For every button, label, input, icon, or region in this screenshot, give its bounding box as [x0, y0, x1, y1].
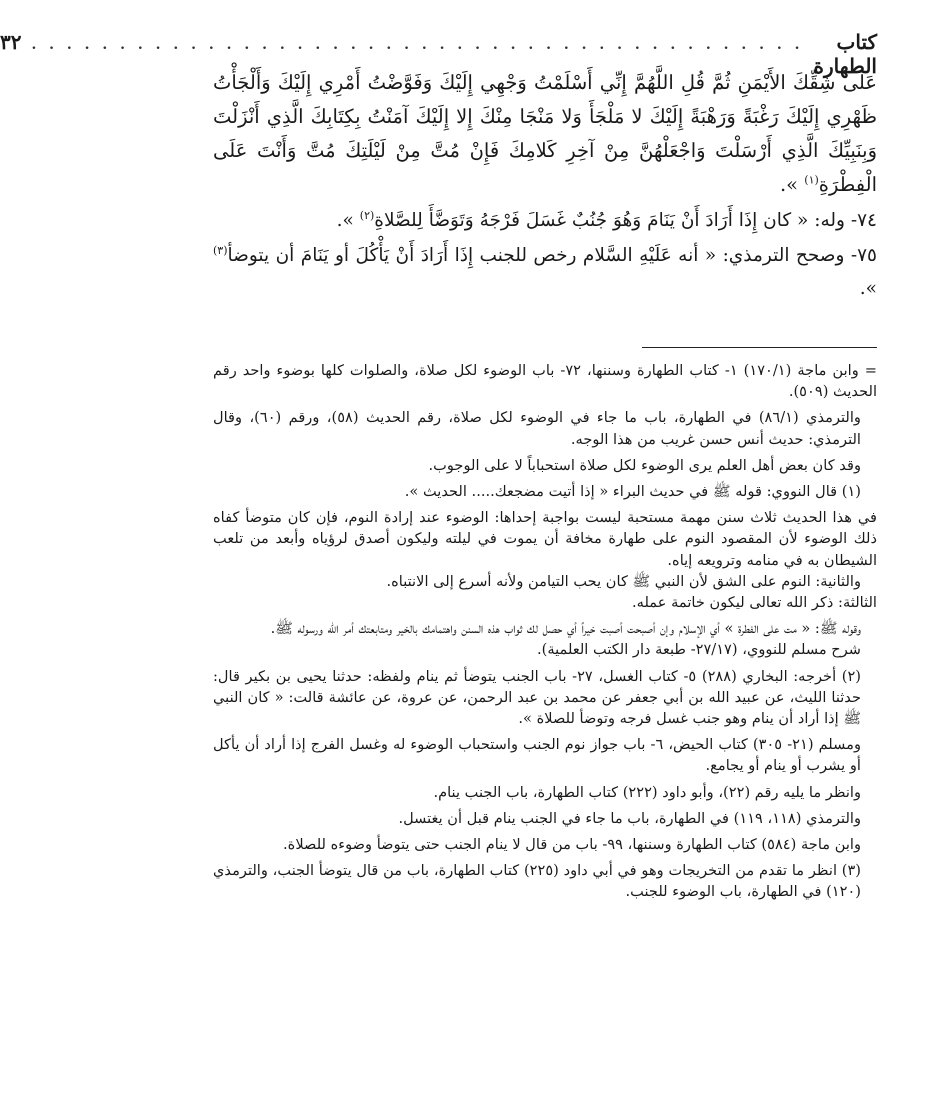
- footnote-source: شرح مسلم للنووي، (٢٧/١٧- طبعة دار الكتب العلمية).: [536, 641, 861, 659]
- main-text: [213, 66, 877, 305]
- footnotes: [213, 360, 877, 903]
- footnote-paragraph: = وابن ماجة (١٧٠/١) ١- كتاب الطهارة وسننها، ٧٢- باب الوضوء لكل صلاة، والصلوات كلها بوضوء واحد رقم الحديث (٥٠٩).: [213, 362, 877, 401]
- footnote-ref-3[interactable]: (٣): [213, 243, 228, 257]
- page-number: ٣٢: [0, 30, 22, 54]
- footnote-paragraph: وانظر ما يليه رقم (٢٢)، وأبو داود (٢٢٢) كتاب الطهارة، باب الجنب ينام.: [433, 783, 861, 801]
- footnote-paragraph: وقد كان بعض أهل العلم يرى الوضوء لكل صلاة استحباباً لا على الوجوب.: [428, 456, 861, 474]
- running-title: كتاب الطهارة: [813, 30, 877, 78]
- footnote-paragraph: والثانية: النوم على الشق لأن النبي ﷺ كان يحب التيامن ولأنه أسرع إلى الانتباه.: [386, 572, 861, 590]
- hadith-text: وله: « كان إِذَا أَرَادَ أَنْ يَنَامَ وَهُوَ جُنُبٌ غَسَلَ فَرْجَهُ وَتَوَضَّأَ لِلصَّلاةِ: [374, 210, 845, 231]
- footnote-3: (٣) انظر ما تقدم من التخريجات وهو في أبي داود (٢٢٥) كتاب الطهارة، باب من قال يتوضأ الجنب، والترمذي (١٢٠) في الطهارة، باب الوضوء للجنب.: [213, 862, 861, 901]
- footnote-ref-1[interactable]: (١): [804, 173, 819, 187]
- footnote-paragraph: وقوله ﷺ: « مت على الفطرة » أي الإسلام وإن أصبحت أصبت خيراً أي حصل لك ثواب هذه السنن واهتمامك بالخير ومتابعتك أمر الله ورسوله ﷺ.: [270, 620, 861, 638]
- footnote-ref-2[interactable]: (٢): [359, 208, 375, 222]
- footnote-2: (٢) أخرجه: البخاري (٢٨٨) ٥- كتاب الغسل، ٢٧- باب الجنب يتوضأ ثم ينام ولفظه: حدثنا يحيى بن بكير قال: حدثنا الليث، عن عبيد الله بن أبي جعفر عن محمد بن عبد الرحمن، عن عروة، عن عائشة قالت: « كان النبي ﷺ إذا أراد أن ينام وهو جنب غسل فرجه وتوضأ للصلاة ».: [213, 667, 861, 728]
- footnote-paragraph: وابن ماجة (٥٨٤) كتاب الطهارة وسننها، ٩٩- باب من قال لا ينام الجنب حتى يتوضأ وضوءه للصلاة.: [283, 836, 861, 854]
- footnote-paragraph: والترمذي (٨٦/١) في الطهارة، باب ما جاء في الوضوء لكل صلاة، رقم الحديث (٥٨)، ورقم (٦٠)، وقال الترمذي: حديث أنس حسن غريب من هذا الوجه.: [213, 409, 861, 448]
- footnote-separator: [642, 347, 877, 348]
- hadith-item-75: ٧٥- وصحح الترمذي: « أنه عَلَيْهِ السَّلام رخص للجنب إِذَا أَرَادَ أَنْ يَأْكُلَ أو يَنَامَ أن يتوضأ$^{(٣)}$ ».: [213, 243, 877, 299]
- item-number: ٧٥-: [844, 245, 877, 266]
- page-header: [0, 30, 877, 78]
- header-leader-dots: . . . . . . . . . . . . . . . . . . . . . . . . . . . . . . . . . . . . . . . . . . . .: [31, 37, 804, 53]
- item-number: ٧٤-: [844, 210, 877, 231]
- book-page: [0, 30, 877, 903]
- footnote-paragraph: في هذا الحديث ثلاث سنن مهمة مستحبة ليست بواجبة إحداها: الوضوء عند إرادة النوم، فإن كان متوضأ كفاه ذلك الوضوء لأن المقصود النوم على طهارة مخافة أن يموت في ليلته وليكون أصدق لرؤياه وأبعد من تلعب الشيطان به في منامه وترويعه إياه.: [213, 509, 877, 569]
- footnote-paragraph: والترمذي (١١٨، ١١٩) في الطهارة، باب ما جاء في الجنب ينام قبل أن يغتسل.: [398, 809, 861, 827]
- hadith-continuation: عَلَى شِقِّكَ الأَيْمَنِ ثُمَّ قُلِ اللَّهُمَّ إِنِّي أَسْلَمْتُ وَجْهِي إِلَيْكَ وَفَوَّضْتُ أَمْرِي إِلَيْكَ وَأَلْجَأْتُ ظَهْرِي إِلَيْكَ رَغْبَةً وَرَهْبَةً إِلَيْكَ لا مَلْجَأَ وَلا مَنْجَا مِنْكَ إِلا إِلَيْكَ آمَنْتُ بِكِتَابِكَ الَّذِي أَنْزَلْتَ وَبِنَبِيِّكَ الَّذِي أَرْسَلْتَ وَاجْعَلْهُنَّ مِنْ آخِرِ كَلامِكَ فَإِنْ مُتَّ مِنْ لَيْلَتِكَ مُتَّ وَأَنْتَ عَلَى الْفِطْرَةِ$^{(١)}$ ».: [213, 71, 877, 196]
- footnote-paragraph: ومسلم (٢١- ٣٠٥) كتاب الحيض، ٦- باب جواز نوم الجنب واستحباب الوضوء له وغسل الفرج إذا أراد أن يأكل أو يشرب أو ينام أو يجامع.: [213, 736, 862, 775]
- footnote-1: (١) قال النووي: قوله ﷺ في حديث البراء « إذا أتيت مضجعك..... الحديث ».: [404, 483, 861, 501]
- hadith-text: عَلَى شِقِّكَ الأَيْمَنِ ثُمَّ قُلِ اللَّهُمَّ إِنِّي أَسْلَمْتُ وَجْهِي إِلَيْكَ وَفَوَّضْتُ أَمْرِي إِلَيْكَ وَأَلْجَأْتُ ظَهْرِي إِلَيْكَ رَغْبَةً وَرَهْبَةً إِلَيْكَ لا مَلْجَأَ وَلا مَنْجَا مِنْكَ إِلا إِلَيْكَ آمَنْتُ بِكِتَابِكَ الَّذِي أَنْزَلْتَ وَبِنَبِيِّكَ الَّذِي أَرْسَلْتَ وَاجْعَلْهُنَّ مِنْ آخِرِ كَلامِكَ فَإِنْ مُتَّ مِنْ لَيْلَتِكَ مُتَّ وَأَنْتَ عَلَى الْفِطْرَةِ: [213, 71, 877, 196]
- hadith-item-74: ٧٤- وله: « كان إِذَا أَرَادَ أَنْ يَنَامَ وَهُوَ جُنُبٌ غَسَلَ فَرْجَهُ وَتَوَضَّأَ لِلصَّلاةِ$^{(٢)}$ ».: [336, 208, 877, 231]
- hadith-text: وصحح الترمذي: « أنه عَلَيْهِ السَّلام رخص للجنب إِذَا أَرَادَ أَنْ يَأْكُلَ أو يَنَامَ أن يتوضأ: [227, 245, 845, 266]
- footnote-paragraph: الثالثة: ذكر الله تعالى ليكون خاتمة عمله.: [632, 594, 877, 612]
